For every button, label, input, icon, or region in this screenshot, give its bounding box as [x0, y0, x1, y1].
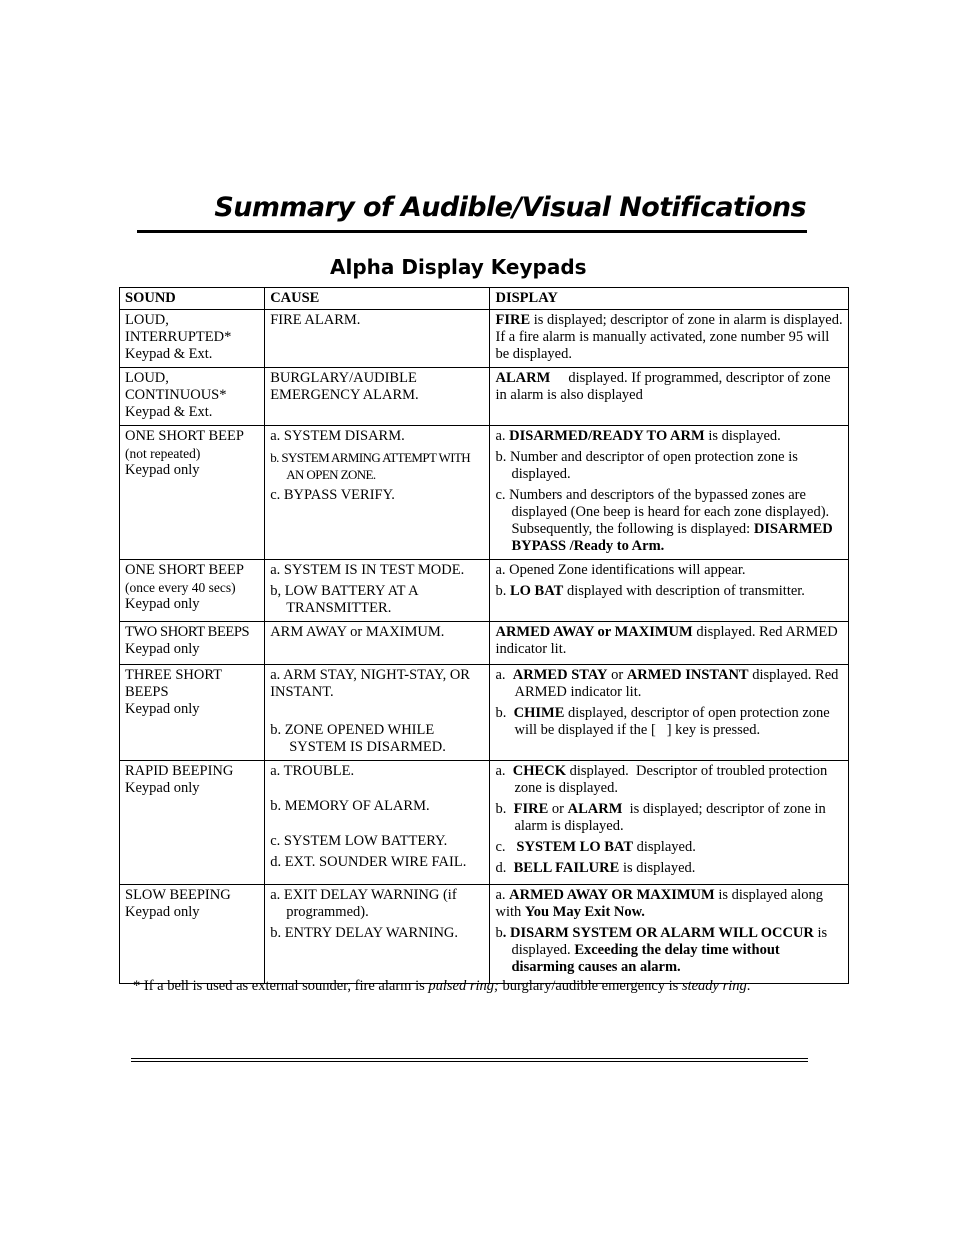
- display-item: [495, 667, 843, 701]
- text: * If a bell is used as external sounder, fire alarm is: [133, 978, 429, 994]
- cause-item: b, LOW BATTERY AT A TRANSMITTER.: [270, 583, 418, 616]
- text: b. Number and descriptor of open protection zone is displayed.: [495, 449, 802, 482]
- text: c.: [495, 839, 517, 855]
- title-rule: [137, 230, 807, 233]
- table-row: [120, 622, 849, 665]
- display-item: [495, 763, 843, 797]
- header-cause: CAUSE: [265, 288, 490, 310]
- sound-line: CONTINUOUS*: [125, 387, 227, 403]
- sound-line: Keypad only: [125, 780, 200, 796]
- cause-line: EMERGENCY ALARM.: [270, 387, 419, 403]
- cause-item: c. SYSTEM LOW BATTERY.: [270, 833, 448, 849]
- text: burglary/audible emergency is: [498, 978, 682, 994]
- notifications-table: [119, 287, 849, 984]
- text: a.: [495, 667, 513, 683]
- bold-text: CHECK: [512, 763, 566, 779]
- cause-cell: [265, 885, 490, 984]
- table-row: [120, 310, 849, 368]
- cause-item: b. ZONE OPENED WHILE SYSTEM IS DISARMED.: [270, 722, 446, 755]
- footnote: [133, 977, 818, 995]
- display-item: [495, 705, 843, 739]
- cause-cell: [265, 622, 490, 665]
- bold-text: FIRE: [495, 312, 531, 328]
- display-item: [495, 562, 843, 579]
- bold-text: ALARM: [495, 370, 551, 386]
- table-row: [120, 368, 849, 426]
- display-cell: [490, 761, 849, 885]
- sound-cell: [120, 665, 265, 761]
- cause-cell: [265, 426, 490, 560]
- display-item: [495, 370, 843, 404]
- sound-line: Keypad only: [125, 904, 200, 920]
- text: .: [746, 978, 751, 994]
- sound-cell: [120, 761, 265, 885]
- table-row: [120, 426, 849, 560]
- text: a.: [495, 887, 510, 903]
- display-cell: [490, 560, 849, 622]
- table-row: [120, 885, 849, 984]
- sound-line: RAPID BEEPING: [125, 763, 234, 779]
- header-display: DISPLAY: [490, 288, 849, 310]
- display-item: [495, 583, 843, 600]
- table-row: [120, 560, 849, 622]
- cause-item: c. BYPASS VERIFY.: [270, 487, 395, 503]
- sound-line: Keypad & Ext.: [125, 346, 213, 362]
- text: displayed.: [633, 839, 696, 855]
- cause-item: a. SYSTEM IS IN TEST MODE.: [270, 562, 465, 578]
- bold-text: . DISARM SYSTEM OR ALARM WILL OCCUR: [502, 925, 814, 941]
- sound-cell: [120, 368, 265, 426]
- bold-text: ARMED STAY: [512, 667, 608, 683]
- cause-item: b. MEMORY OF ALARM.: [270, 798, 430, 814]
- text: b.: [495, 801, 514, 817]
- text: displayed. If programmed, descriptor of zone in alarm is also displayed: [495, 370, 835, 403]
- display-item: [495, 925, 843, 976]
- display-cell: [490, 310, 849, 368]
- text: is displayed.: [619, 860, 696, 876]
- bold-text: ALARM: [567, 801, 623, 817]
- text: or: [607, 667, 627, 683]
- bold-text: BELL FAILURE: [513, 860, 620, 876]
- bold-text: CHIME: [513, 705, 565, 721]
- text: c. Numbers and descriptors of the bypassed zones are displayed (One beep is heard for each zone displayed). Subsequently, the following is displayed:: [495, 487, 837, 537]
- sound-line: LOUD,: [125, 312, 169, 328]
- text: is displayed; descriptor of zone in alarm is displayed.: [514, 801, 830, 834]
- display-cell: [490, 368, 849, 426]
- text: a.: [495, 763, 513, 779]
- text: displayed. Descriptor of troubled protection zone is displayed.: [514, 763, 831, 796]
- sound-line: (once every 40 secs): [125, 580, 236, 595]
- sound-line: Keypad only: [125, 641, 200, 657]
- text: a.: [495, 428, 510, 444]
- sound-cell: [120, 560, 265, 622]
- sound-line: THREE SHORT BEEPS: [125, 667, 222, 700]
- bottom-rule: [131, 1058, 808, 1062]
- section-subtitle: Alpha Display Keypads: [330, 255, 587, 279]
- cause-item: ARM AWAY or MAXIMUM.: [270, 624, 445, 640]
- display-item: [495, 624, 843, 658]
- text: is displayed; descriptor of zone in alarm is displayed. If a fire alarm is manually activated, zone number 95 will be displayed.: [495, 312, 847, 362]
- display-item: [495, 887, 843, 921]
- text: b.: [495, 705, 514, 721]
- cause-item: a. EXIT DELAY WARNING (if programmed).: [270, 887, 457, 920]
- table-header-row: [120, 288, 849, 310]
- sound-line: Keypad only: [125, 462, 200, 478]
- display-cell: [490, 665, 849, 761]
- italic-text: steady ring: [681, 978, 747, 994]
- italic-text: pulsed ring;: [428, 978, 499, 994]
- display-cell: [490, 885, 849, 984]
- display-item: [495, 428, 843, 445]
- table-row: [120, 665, 849, 761]
- sound-line: INTERRUPTED*: [125, 329, 232, 345]
- text: displayed. Red ARMED indicator lit.: [514, 667, 842, 700]
- cause-item: FIRE ALARM.: [270, 312, 361, 328]
- text: displayed, descriptor of open protection zone will be displayed if the [ ] key is pressed.: [514, 705, 834, 738]
- sound-line: Keypad only: [125, 596, 200, 612]
- display-item: [495, 312, 847, 363]
- cause-cell: [265, 665, 490, 761]
- bold-text: DISARMED BYPASS /Ready to Arm.: [511, 521, 837, 554]
- cause-cell: [265, 560, 490, 622]
- sound-cell: [120, 885, 265, 984]
- cause-cell: [265, 310, 490, 368]
- text: a. Opened Zone identifications will appear.: [495, 562, 746, 578]
- text: d.: [495, 860, 514, 876]
- sound-line: LOUD,: [125, 370, 169, 386]
- bold-text: FIRE: [513, 801, 549, 817]
- text: is displayed along with: [495, 887, 827, 920]
- display-item: [495, 487, 843, 555]
- display-item: [495, 449, 843, 483]
- bold-text: DISARMED/READY TO ARM: [509, 428, 705, 444]
- text: is displayed.: [511, 925, 831, 958]
- sound-line: TWO SHORT BEEPS: [125, 624, 250, 640]
- table-row: [120, 761, 849, 885]
- sound-line: Keypad only: [125, 701, 200, 717]
- text: is displayed.: [704, 428, 781, 444]
- bold-text: SYSTEM LO BAT: [516, 839, 633, 855]
- cause-item: d. EXT. SOUNDER WIRE FAIL.: [270, 854, 467, 870]
- header-sound: SOUND: [120, 288, 265, 310]
- sound-cell: [120, 310, 265, 368]
- cause-item: a. ARM STAY, NIGHT-STAY, OR INSTANT.: [270, 667, 470, 700]
- display-item: [495, 839, 843, 856]
- text: b.: [495, 583, 510, 599]
- sound-line: ONE SHORT BEEP: [125, 428, 244, 444]
- cause-item: b. SYSTEM ARMING ATTEMPT WITH AN OPEN ZONE.: [270, 450, 471, 482]
- sound-line: ONE SHORT BEEP: [125, 562, 244, 578]
- sound-cell: [120, 622, 265, 665]
- sound-cell: [120, 426, 265, 560]
- page-title: Summary of Audible/Visual Notifications: [214, 192, 806, 223]
- bold-text: ARMED AWAY or MAXIMUM: [495, 624, 693, 640]
- sound-line: (not repeated): [125, 446, 201, 461]
- sound-line: Keypad & Ext.: [125, 404, 213, 420]
- display-cell: [490, 622, 849, 665]
- cause-cell: [265, 761, 490, 885]
- bold-text: ARMED INSTANT: [626, 667, 749, 683]
- bold-text: You May Exit Now.: [524, 904, 645, 920]
- text: displayed with description of transmitter.: [563, 583, 805, 599]
- display-item: [495, 860, 843, 877]
- cause-item: a. SYSTEM DISARM.: [270, 428, 405, 444]
- bold-text: ARMED AWAY OR MAXIMUM: [509, 887, 715, 903]
- cause-cell: [265, 368, 490, 426]
- text: displayed. Red ARMED indicator lit.: [495, 624, 842, 657]
- display-item: [495, 801, 843, 835]
- text: or: [548, 801, 568, 817]
- cause-item: b. ENTRY DELAY WARNING.: [270, 925, 459, 941]
- cause-line: BURGLARY/AUDIBLE: [270, 370, 417, 386]
- cause-item: a. TROUBLE.: [270, 763, 355, 779]
- text: b: [495, 925, 503, 941]
- bold-text: LO BAT: [509, 583, 564, 599]
- bold-text: Exceeding the delay time without disarming causes an alarm.: [511, 942, 784, 975]
- sound-line: SLOW BEEPING: [125, 887, 231, 903]
- display-cell: [490, 426, 849, 560]
